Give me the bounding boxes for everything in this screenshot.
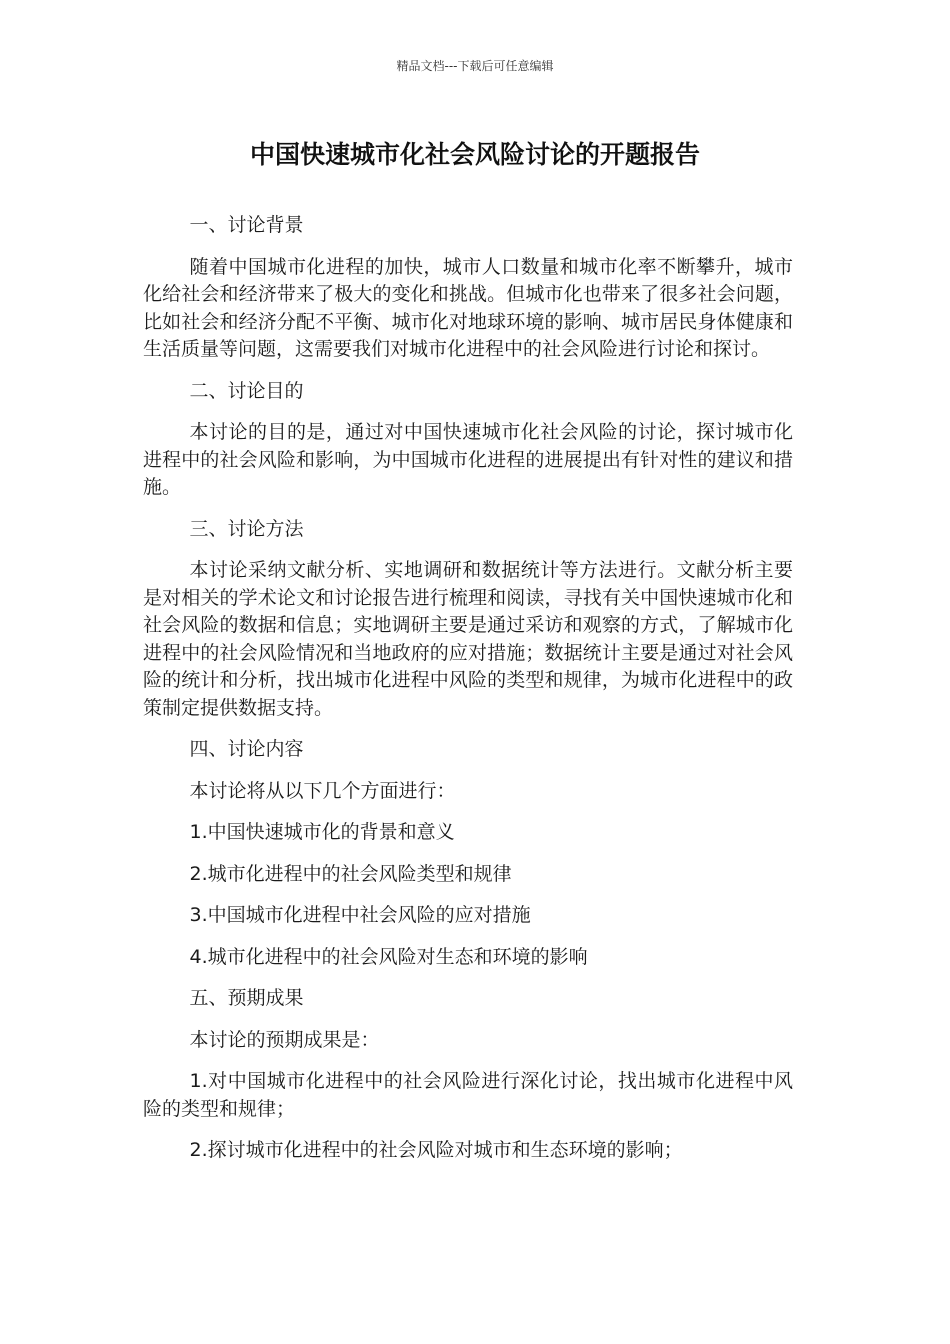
list-item-content-2: 2.城市化进程中的社会风险类型和规律 — [189, 862, 512, 885]
section-heading-method: 三、讨论方法 — [189, 517, 304, 540]
section-heading-purpose: 二、讨论目的 — [189, 379, 304, 402]
header-note: 精品文档---下载后可任意编辑 — [396, 59, 554, 73]
list-item-outcome-2: 2.探讨城市化进程中的社会风险对城市和生态环境的影响； — [189, 1139, 683, 1161]
document-body — [143, 212, 793, 1179]
section-heading-background: 一、讨论背景 — [189, 214, 304, 236]
paragraph-content-intro: 本讨论将从以下几个方面进行： — [189, 779, 456, 802]
list-item-content-3: 3.中国城市化进程中社会风险的应对措施 — [189, 904, 531, 926]
list-item-outcome-1: 1.对中国城市化进程中的社会风险进行深化讨论，找出城市化进程中风险的类型和规律； — [143, 1070, 793, 1120]
list-item-content-4: 4.城市化进程中的社会风险对生态和环境的影响 — [189, 945, 588, 968]
paragraph-outcomes-intro: 本讨论的预期成果是： — [189, 1028, 380, 1051]
section-heading-outcomes: 五、预期成果 — [189, 987, 304, 1009]
section-heading-content: 四、讨论内容 — [189, 738, 304, 760]
list-item-content-1: 1.中国快速城市化的背景和意义 — [189, 821, 455, 843]
paragraph-background: 随着中国城市化进程的加快，城市人口数量和城市化率不断攀升，城市化给社会和经济带来了极大的变化和挑战。但城市化也带来了很多社会问题，比如社会和经济分配不平衡、城市化对地球环境的影响、城市居民身体健康和生活质量等问题，这需要我们对城市化进程中的社会风险进行讨论和探讨。 — [143, 255, 793, 360]
paragraph-method: 本讨论采纳文献分析、实地调研和数据统计等方法进行。文献分析主要是对相关的学术论文和讨论报告进行梳理和阅读，寻找有关中国快速城市化和社会风险的数据和信息；实地调研主要是通过采访和观察的方式，了解城市化进程中的社会风险情况和当地政府的应对措施；数据统计主要是通过对社会风险的统计和分析，找出城市化进程中风险的类型和规律，为城市化进程中的政策制定提供数据支持。 — [143, 559, 793, 719]
paragraph-purpose: 本讨论的目的是，通过对中国快速城市化社会风险的讨论，探讨城市化进程中的社会风险和影响，为中国城市化进程的进展提出有针对性的建议和措施。 — [143, 421, 793, 498]
document-title: 中国快速城市化社会风险讨论的开题报告 — [249, 140, 700, 169]
